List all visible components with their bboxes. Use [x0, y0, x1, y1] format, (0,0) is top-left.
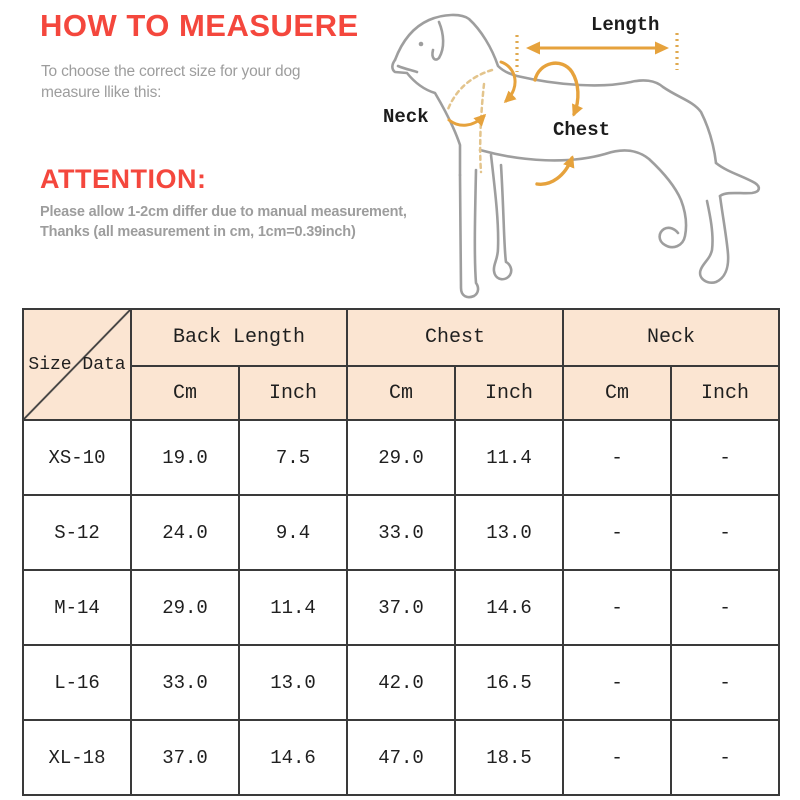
dog-outline	[392, 15, 758, 297]
table-row	[23, 570, 779, 645]
value-cell: 16.5	[455, 645, 563, 720]
size-cell: L-16	[23, 645, 131, 720]
unit-header: Cm	[131, 366, 239, 420]
value-cell: 37.0	[131, 720, 239, 795]
value-cell: 14.6	[239, 720, 347, 795]
page-title: HOW TO MEASUERE	[40, 8, 359, 43]
value-cell: -	[563, 570, 671, 645]
group-header-neck: Neck	[563, 309, 779, 366]
table-header-unit-row	[23, 366, 779, 420]
unit-header: Inch	[239, 366, 347, 420]
size-table	[22, 308, 780, 796]
value-cell: 18.5	[455, 720, 563, 795]
unit-header: Inch	[671, 366, 779, 420]
size-cell: XL-18	[23, 720, 131, 795]
neck-arrow-down	[501, 62, 515, 101]
chest-arrow-bottom	[537, 158, 572, 184]
attention-title: ATTENTION:	[40, 164, 207, 194]
dog-eye	[419, 42, 424, 47]
value-cell: 11.4	[455, 420, 563, 495]
size-cell: XS-10	[23, 420, 131, 495]
table-row	[23, 720, 779, 795]
group-header-chest: Chest	[347, 309, 563, 366]
length-label: Length	[591, 14, 660, 36]
value-cell: 33.0	[347, 495, 455, 570]
value-cell: -	[671, 570, 779, 645]
value-cell: 33.0	[131, 645, 239, 720]
subtitle-line-2: measure llike this:	[41, 84, 162, 101]
value-cell: 29.0	[347, 420, 455, 495]
value-cell: -	[671, 645, 779, 720]
value-cell: 47.0	[347, 720, 455, 795]
table-row	[23, 495, 779, 570]
value-cell: 14.6	[455, 570, 563, 645]
attention-line-1: Please allow 1-2cm differ due to manual measurement,	[40, 204, 407, 220]
unit-header: Cm	[563, 366, 671, 420]
value-cell: 29.0	[131, 570, 239, 645]
table-row	[23, 645, 779, 720]
attention-line-2: Thanks (all measurement in cm, 1cm=0.39inch)	[40, 224, 356, 240]
page-subtitle	[41, 61, 300, 103]
value-cell: 24.0	[131, 495, 239, 570]
neck-arrow-up	[449, 116, 484, 125]
value-cell: 7.5	[239, 420, 347, 495]
value-cell: 42.0	[347, 645, 455, 720]
chest-arrow-top	[535, 63, 578, 114]
value-cell: -	[671, 720, 779, 795]
value-cell: -	[563, 720, 671, 795]
unit-header: Inch	[455, 366, 563, 420]
value-cell: 37.0	[347, 570, 455, 645]
table-header-group-row	[23, 309, 779, 366]
group-header-back-length: Back Length	[131, 309, 347, 366]
subtitle-line-1: To choose the correct size for your dog	[41, 63, 301, 80]
value-cell: -	[563, 420, 671, 495]
table-row	[23, 420, 779, 495]
dashed-guides	[447, 70, 492, 172]
unit-header: Cm	[347, 366, 455, 420]
length-arrow	[517, 33, 677, 72]
value-cell: 13.0	[239, 645, 347, 720]
size-cell: M-14	[23, 570, 131, 645]
attention-note	[40, 202, 407, 242]
value-cell: 9.4	[239, 495, 347, 570]
neck-label: Neck	[383, 106, 429, 128]
chest-dashed-guide	[480, 84, 484, 172]
size-cell: S-12	[23, 495, 131, 570]
value-cell: 11.4	[239, 570, 347, 645]
value-cell: 19.0	[131, 420, 239, 495]
corner-cell-size-data: Size Data	[23, 309, 131, 420]
value-cell: -	[671, 420, 779, 495]
neck-dashed-guide	[447, 70, 492, 112]
dog-measurement-diagram	[365, 0, 795, 305]
value-cell: -	[671, 495, 779, 570]
size-table-section	[22, 308, 780, 796]
value-cell: -	[563, 495, 671, 570]
value-cell: 13.0	[455, 495, 563, 570]
value-cell: -	[563, 645, 671, 720]
chest-label: Chest	[553, 119, 611, 141]
